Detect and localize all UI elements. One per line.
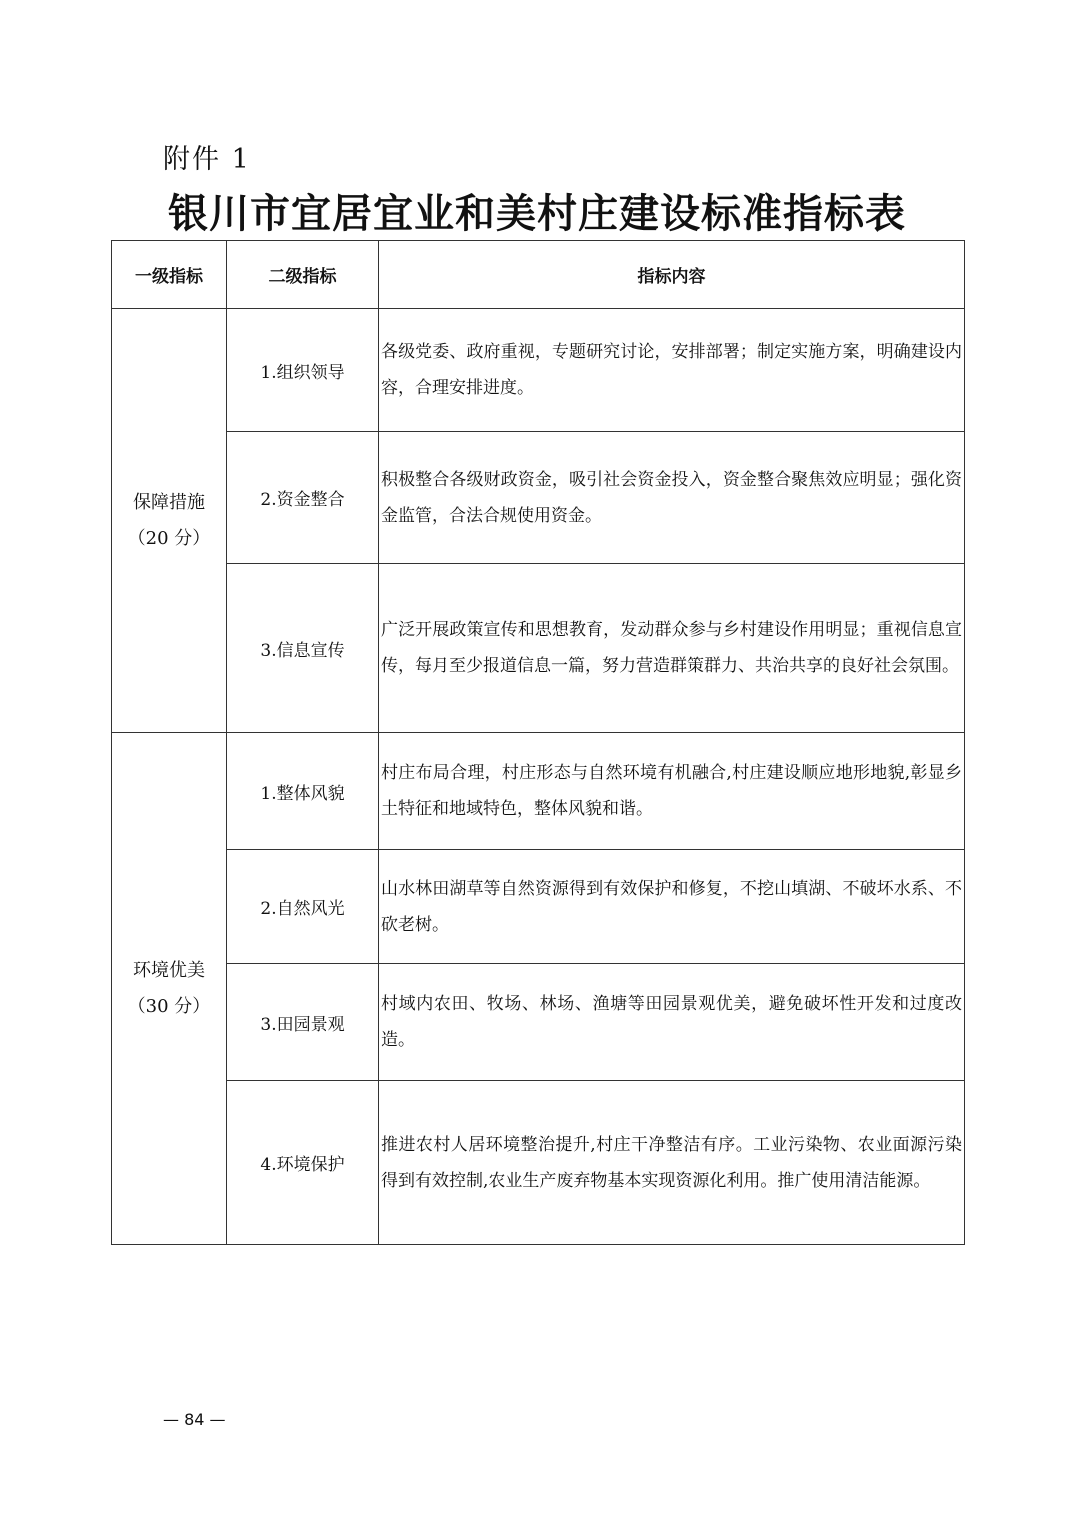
header-level1: 一级指标: [112, 241, 227, 309]
content-cell: 村域内农田、牧场、林场、渔塘等田园景观优美，避免破坏性开发和过度改造。: [379, 964, 965, 1081]
attachment-label: 附件 1: [163, 144, 251, 175]
table-header-row: [112, 241, 965, 309]
content-cell: 山水林田湖草等自然资源得到有效保护和修复，不挖山填湖、不破坏水系、不砍老树。: [379, 850, 965, 964]
level1-score: （30 分）: [127, 995, 211, 1017]
content-cell: 积极整合各级财政资金，吸引社会资金投入，资金整合聚焦效应明显；强化资金监管，合法合规使用资金。: [379, 432, 965, 564]
level1-name: 保障措施: [133, 491, 205, 513]
content-cell: 广泛开展政策宣传和思想教育，发动群众参与乡村建设作用明显；重视信息宣传，每月至少报道信息一篇，努力营造群策群力、共治共享的良好社会氛围。: [379, 564, 965, 733]
table-row: [112, 850, 965, 964]
content-cell: 村庄布局合理，村庄形态与自然环境有机融合,村庄建设顺应地形地貌,彰显乡土特征和地域特色，整体风貌和谐。: [379, 733, 965, 850]
header-content: 指标内容: [379, 241, 965, 309]
table-row: [112, 564, 965, 733]
level2-cell: 3.信息宣传: [227, 564, 379, 733]
level1-cell-environment: [112, 733, 227, 1245]
level2-cell: 3.田园景观: [227, 964, 379, 1081]
content-cell: 推进农村人居环境整治提升,村庄干净整洁有序。工业污染物、农业面源污染得到有效控制,农业生产废弃物基本实现资源化利用。推广使用清洁能源。: [379, 1081, 965, 1245]
level2-cell: 1.组织领导: [227, 309, 379, 432]
page-title: 银川市宜居宜业和美村庄建设标准指标表: [168, 191, 906, 237]
header-level2: 二级指标: [227, 241, 379, 309]
level2-cell: 1.整体风貌: [227, 733, 379, 850]
content-cell: 各级党委、政府重视，专题研究讨论，安排部署；制定实施方案，明确建设内容，合理安排进度。: [379, 309, 965, 432]
level2-cell: 2.自然风光: [227, 850, 379, 964]
level1-cell-safeguards: [112, 309, 227, 733]
level1-name: 环境优美: [133, 959, 205, 981]
level2-cell: 4.环境保护: [227, 1081, 379, 1245]
table-row: [112, 1081, 965, 1245]
table-row: [112, 432, 965, 564]
indicator-table: [111, 240, 965, 1245]
page-number: — 84 —: [163, 1410, 226, 1429]
level2-cell: 2.资金整合: [227, 432, 379, 564]
table-row: [112, 964, 965, 1081]
table-row: [112, 733, 965, 850]
level1-score: （20 分）: [127, 527, 211, 549]
table-row: [112, 309, 965, 432]
